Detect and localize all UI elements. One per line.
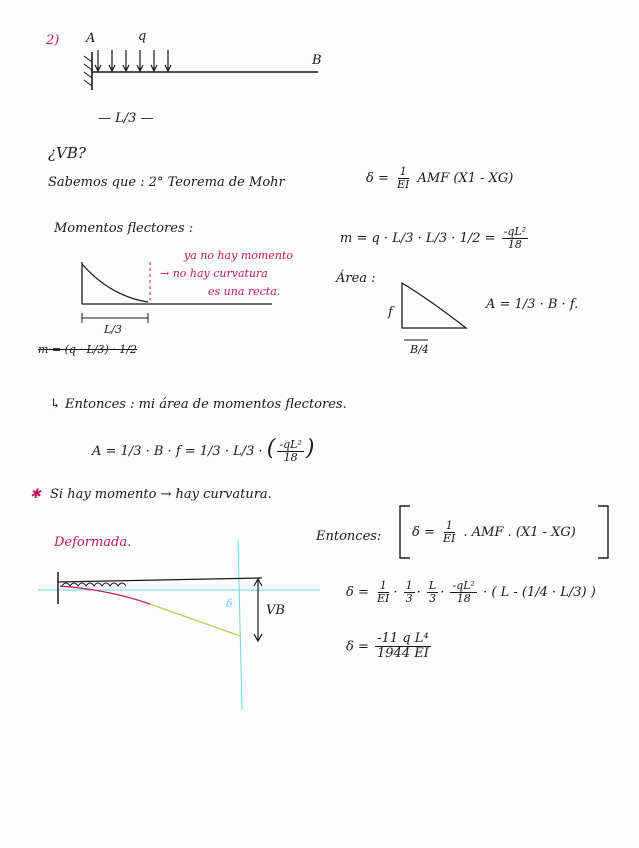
question-vb: ¿VB? — [48, 144, 86, 162]
note-text: Si hay momento → hay curvatura. — [50, 487, 272, 502]
vb-label: VB — [266, 603, 285, 618]
area-full-lhs: A = 1/3 · B · f = 1/3 · L/3 · — [92, 444, 263, 459]
delta-calc: δ = $\frac{1}{EI}$ · $\frac{1}{3}$ · $\frac{L}{3}$ · $\frac{\text{-qL²}}{18}$ · ( L - (1/4 · L/3) ) — [346, 579, 596, 606]
label-point-b: B — [312, 53, 322, 68]
delta-f2 — [404, 580, 415, 605]
delta-f2-den: 3 — [405, 592, 413, 606]
delta-result — [346, 632, 433, 662]
boxed-formula — [412, 520, 576, 545]
area-full-frac-den: 18 — [283, 451, 298, 464]
cyan-vertical — [238, 540, 242, 710]
moment-frac-den: 18 — [507, 238, 522, 252]
deformed-beam-axis — [58, 578, 262, 582]
top-support-hatch — [84, 56, 92, 86]
theorem-frac-den: EI — [397, 178, 410, 192]
delta-symbol-label: δ — [226, 597, 233, 610]
moment-fraction — [502, 226, 528, 251]
boxed-fraction — [441, 520, 457, 545]
boxed-frac-num: 1 — [445, 519, 453, 532]
delta-f3-den: 3 — [429, 592, 437, 606]
bracket-right — [598, 506, 608, 558]
boxed-formula-lhs: δ = — [412, 525, 435, 541]
moment-frac-num: -qL² — [503, 225, 527, 238]
struck-formula: m = (q · L/3) · 1/2 — [38, 343, 137, 356]
moment-curve — [82, 264, 148, 302]
red-note-2: → no hay curvatura — [160, 267, 268, 280]
theorem-rhs: AMF (X1 - XG) — [417, 171, 514, 187]
deformed-curve-pink — [60, 586, 150, 604]
theorem-fraction — [395, 166, 411, 191]
delta-f4-num: -qL² — [452, 579, 475, 592]
delta-f4-den: 18 — [456, 592, 471, 606]
moments-heading: Momentos flectores : — [54, 221, 194, 236]
boxed-frac-den: EI — [443, 532, 456, 546]
delta-result-num: -11 q L⁴ — [377, 631, 429, 646]
area-formula: A = 1/3 · B · f. — [486, 297, 579, 312]
area-base-label: B/4 — [410, 343, 429, 356]
area-full-fraction — [277, 439, 303, 464]
delta-f1-den: EI — [377, 592, 390, 606]
entonces2-label: Entonces: — [316, 529, 382, 544]
area-full-formula — [92, 438, 314, 464]
boxed-formula-rhs: . AMF . (X1 - XG) — [463, 525, 576, 541]
entonces-line: ↳ Entonces : mi área de momentos flectores. — [50, 397, 347, 412]
delta-f3-num: L — [428, 579, 437, 592]
delta-f3 — [427, 580, 438, 605]
delta-calc-lhs: δ = — [346, 585, 369, 601]
deformada-label: Deformada. — [54, 535, 132, 550]
delta-calc-tail: · ( L - (1/4 · L/3) ) — [483, 585, 596, 601]
paren-close: ) — [305, 436, 315, 461]
span-label: — L/3 — — [98, 111, 154, 126]
area-triangle — [402, 283, 466, 328]
theorem-lhs: δ = — [366, 171, 389, 187]
delta-f4 — [450, 580, 476, 605]
load-loops — [62, 583, 126, 586]
theorem-frac-num: 1 — [399, 165, 407, 178]
moment-formula-lhs: m = q · L/3 · L/3 · 1/2 = — [340, 231, 496, 247]
area-side-label: f — [388, 305, 393, 320]
delta-result-lhs: δ = — [346, 639, 369, 655]
theorem-line: Sabemos que : 2° Teorema de Mohr — [48, 175, 285, 190]
delta-f2-num: 1 — [405, 579, 413, 592]
area-label: Área : — [336, 271, 376, 286]
red-note-3: es una recta. — [208, 285, 281, 298]
delta-f1 — [375, 580, 391, 605]
label-point-a: A — [86, 31, 96, 46]
label-load-q: q — [138, 29, 147, 44]
note-star: ✱ — [30, 487, 41, 502]
problem-number: 2) — [46, 33, 60, 48]
delta-result-den: 1944 EI — [377, 646, 429, 662]
delta-f1-num: 1 — [379, 579, 387, 592]
theorem-formula — [366, 166, 513, 191]
delta-result-fraction — [375, 632, 431, 662]
paren-open: ( — [266, 436, 276, 461]
red-note-1: ya no hay momento — [184, 249, 293, 262]
moment-formula — [340, 226, 530, 251]
area-full-frac-num: -qL² — [279, 437, 302, 451]
dim-label: L/3 — [104, 323, 123, 336]
bracket-left — [400, 506, 410, 558]
distributed-load-arrows — [95, 50, 171, 71]
